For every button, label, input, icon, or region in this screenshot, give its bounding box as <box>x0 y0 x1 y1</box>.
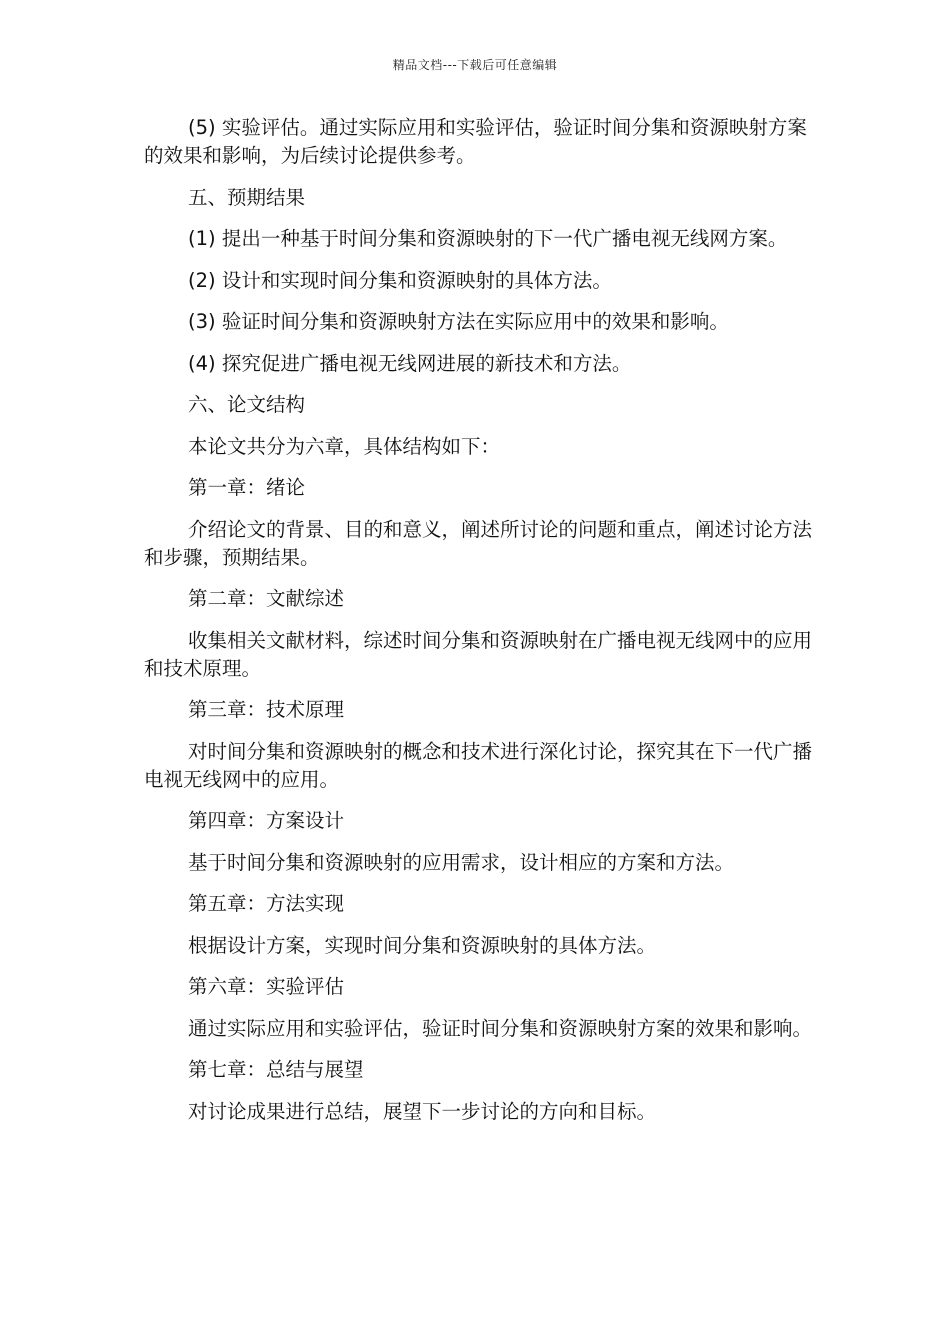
chapter-description: 通过实际应用和实验评估，验证时间分集和资源映射方案的效果和影响。 <box>188 1016 813 1040</box>
list-item: (3) 验证时间分集和资源映射方法在实际应用中的效果和影响。 <box>188 310 729 333</box>
chapter-heading: 第四章：方案设计 <box>188 809 345 832</box>
section-heading-expected-results: 五、预期结果 <box>188 185 306 209</box>
chapter-heading: 第三章：技术原理 <box>188 698 345 721</box>
chapter-heading: 第二章：文献综述 <box>188 587 345 610</box>
section-heading-thesis-structure: 六、论文结构 <box>188 393 306 416</box>
chapter-heading: 第六章：实验评估 <box>188 975 345 998</box>
list-item: (1) 提出一种基于时间分集和资源映射的下一代广播电视无线网方案。 <box>188 227 788 250</box>
chapter-description: 介绍论文的背景、目的和意义，阐述所讨论的问题和重点，阐述讨论方法和步骤，预期结果。 <box>144 517 813 569</box>
chapter-description: 根据设计方案，实现时间分集和资源映射的具体方法。 <box>188 933 657 957</box>
chapter-description: 基于时间分集和资源映射的应用需求，设计相应的方案和方法。 <box>188 850 735 874</box>
chapter-description: 收集相关文献材料，综述时间分集和资源映射在广播电视无线网中的应用和技术原理。 <box>144 628 813 680</box>
list-item: (2) 设计和实现时间分集和资源映射的具体方法。 <box>188 268 612 292</box>
paragraph-experiment-evaluation: (5) 实验评估。通过实际应用和实验评估，验证时间分集和资源映射方案的效果和影响，为后续讨论提供参考。 <box>144 116 807 167</box>
chapter-description: 对讨论成果进行总结，展望下一步讨论的方向和目标。 <box>188 1099 657 1123</box>
chapter-heading: 第七章：总结与展望 <box>188 1058 364 1081</box>
list-item: (4) 探究促进广播电视无线网进展的新技术和方法。 <box>188 351 632 375</box>
page-header: 精品文档---下载后可任意编辑 <box>392 58 558 72</box>
document-body <box>144 114 824 1139</box>
chapter-description: 对时间分集和资源映射的概念和技术进行深化讨论，探究其在下一代广播电视无线网中的应用。 <box>144 739 813 791</box>
paragraph-structure-intro: 本论文共分为六章，具体结构如下： <box>188 434 501 458</box>
chapter-heading: 第一章：绪论 <box>188 476 306 499</box>
chapter-heading: 第五章：方法实现 <box>188 892 345 915</box>
